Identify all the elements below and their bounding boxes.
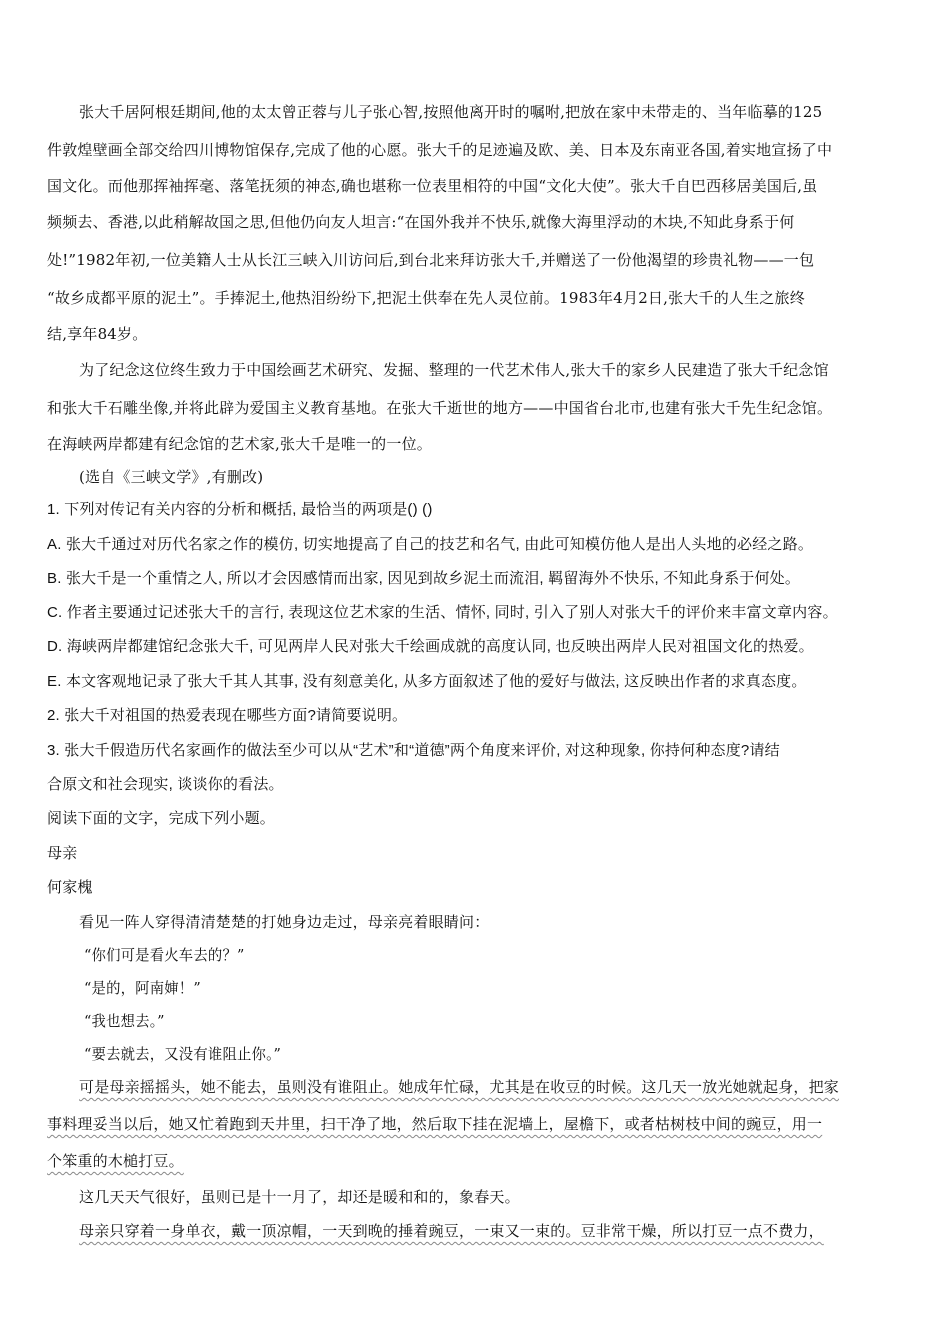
option-a: A. 张大千通过对历代名家之作的模仿, 切实地提高了自己的技艺和名气, 由此可知模仿他人是出人头地的必经之路。 <box>47 536 814 553</box>
bio-p1-line-1: 张大千居阿根廷期间,他的太太曾正蓉与儿子张心智,按照他离开时的嘱咐,把放在家中未带走的、当年临摹的125 <box>79 103 823 121</box>
question-3-line-1: 3. 张大千假造历代名家画作的做法至少可以从“艺术”和“道德”两个角度来评价, 对这种现象, 你持何种态度?请结 <box>47 742 780 759</box>
story-line-1: 看见一阵人穿得清清楚楚的打她身边走过，母亲亮着眼睛问： <box>79 913 490 931</box>
story-para-a-line-2 <box>47 1114 907 1134</box>
underlined-text: 个笨重的木槌打豆。 <box>47 1152 184 1170</box>
story-para-a-line-3 <box>47 1151 907 1171</box>
story-para-c <box>79 1221 907 1241</box>
bio-p2-line-1: 为了纪念这位终生致力于中国绘画艺术研究、发掘、整理的一代艺术伟人,张大千的家乡人民建造了张大千纪念馆 <box>79 361 829 379</box>
bio-p2-line-2: 和张大千石雕坐像,并将此辟为爱国主义教育基地。在张大千逝世的地方——中国省台北市,也建有张大千先生纪念馆。 <box>47 399 833 417</box>
question-3-line-2: 合原文和社会现实, 谈谈你的看法。 <box>47 776 284 793</box>
question-2: 2. 张大千对祖国的热爱表现在哪些方面?请简要说明。 <box>47 707 408 724</box>
option-d: D. 海峡两岸都建馆纪念张大千, 可见两岸人民对张大千绘画成就的高度认同, 也反映出两岸人民对祖国文化的热爱。 <box>47 638 814 655</box>
question-1: 1. 下列对传记有关内容的分析和概括, 最恰当的两项是() () <box>47 501 433 518</box>
story-author: 何家槐 <box>47 879 93 896</box>
story-para-a-line-1 <box>79 1077 907 1097</box>
story-title: 母亲 <box>47 845 78 862</box>
option-e: E. 本文客观地记录了张大千其人其事, 没有刻意美化, 从多方面叙述了他的爱好与做法, 这反映出作者的求真态度。 <box>47 673 807 690</box>
bio-p1-line-4: 频频去、香港,以此稍解故国之思,但他仍向友人坦言:“在国外我并不快乐,就像大海里浮动的木块,不知此身系于何 <box>47 213 795 231</box>
underlined-text: 母亲只穿着一身单衣，戴一顶凉帽，一天到晚的捶着豌豆，一束又一束的。豆非常干燥，所以打豆一点不费力， <box>79 1222 824 1240</box>
underlined-text: 事料理妥当以后，她又忙着跑到天井里，扫干净了地，然后取下挂在泥墙上，屋檐下，或者枯树枝中间的豌豆，用一 <box>47 1115 823 1133</box>
underlined-text: 可是母亲摇摇头，她不能去，虽则没有谁阻止。她成年忙碌，尤其是在收豆的时候。这几天一放光她就起身，把家 <box>79 1078 840 1096</box>
story-dialogue-3: “我也想去。” <box>84 1012 165 1030</box>
story-dialogue-1: “你们可是看火车去的？” <box>84 946 245 964</box>
option-c: C. 作者主要通过记述张大千的言行, 表现这位艺术家的生活、情怀, 同时, 引入了别人对张大千的评价来丰富文章内容。 <box>47 604 838 621</box>
source-note: (选自《三峡文学》,有删改) <box>79 468 264 486</box>
story-dialogue-2: “是的，阿南婶！” <box>84 979 201 997</box>
reading-instruction: 阅读下面的文字，完成下列小题。 <box>47 810 276 827</box>
option-b: B. 张大千是一个重情之人, 所以才会因感情而出家, 因见到故乡泥土而流泪, 羁留海外不快乐, 不知此身系于何处。 <box>47 570 801 587</box>
bio-p1-line-5: 处!”1982年初,一位美籍人士从长江三峡入川访问后,到台北来拜访张大千,并赠送了一份他渴望的珍贵礼物——一包 <box>47 251 815 269</box>
bio-p2-line-3: 在海峡两岸都建有纪念馆的艺术家,张大千是唯一的一位。 <box>47 435 432 453</box>
bio-p1-line-7: 结,享年84岁。 <box>47 325 148 343</box>
story-dialogue-4: “要去就去，又没有谁阻止你。” <box>84 1045 281 1063</box>
bio-p1-line-6: “故乡成都平原的泥土”。手捧泥土,他热泪纷纷下,把泥土供奉在先人灵位前。1983年4月2日,张大千的人生之旅终 <box>47 289 805 307</box>
story-para-b: 这几天天气很好，虽则已是十一月了，却还是暖和和的，象春天。 <box>79 1188 520 1206</box>
bio-p1-line-3: 国文化。而他那挥袖挥毫、落笔抚须的神态,确也堪称一位表里相符的中国“文化大使”。张大千自巴西移居美国后,虽 <box>47 177 818 195</box>
bio-p1-line-2: 件敦煌壁画全部交给四川博物馆保存,完成了他的心愿。张大千的足迹遍及欧、美、日本及东南亚各国,着实地宣扬了中 <box>47 141 833 159</box>
